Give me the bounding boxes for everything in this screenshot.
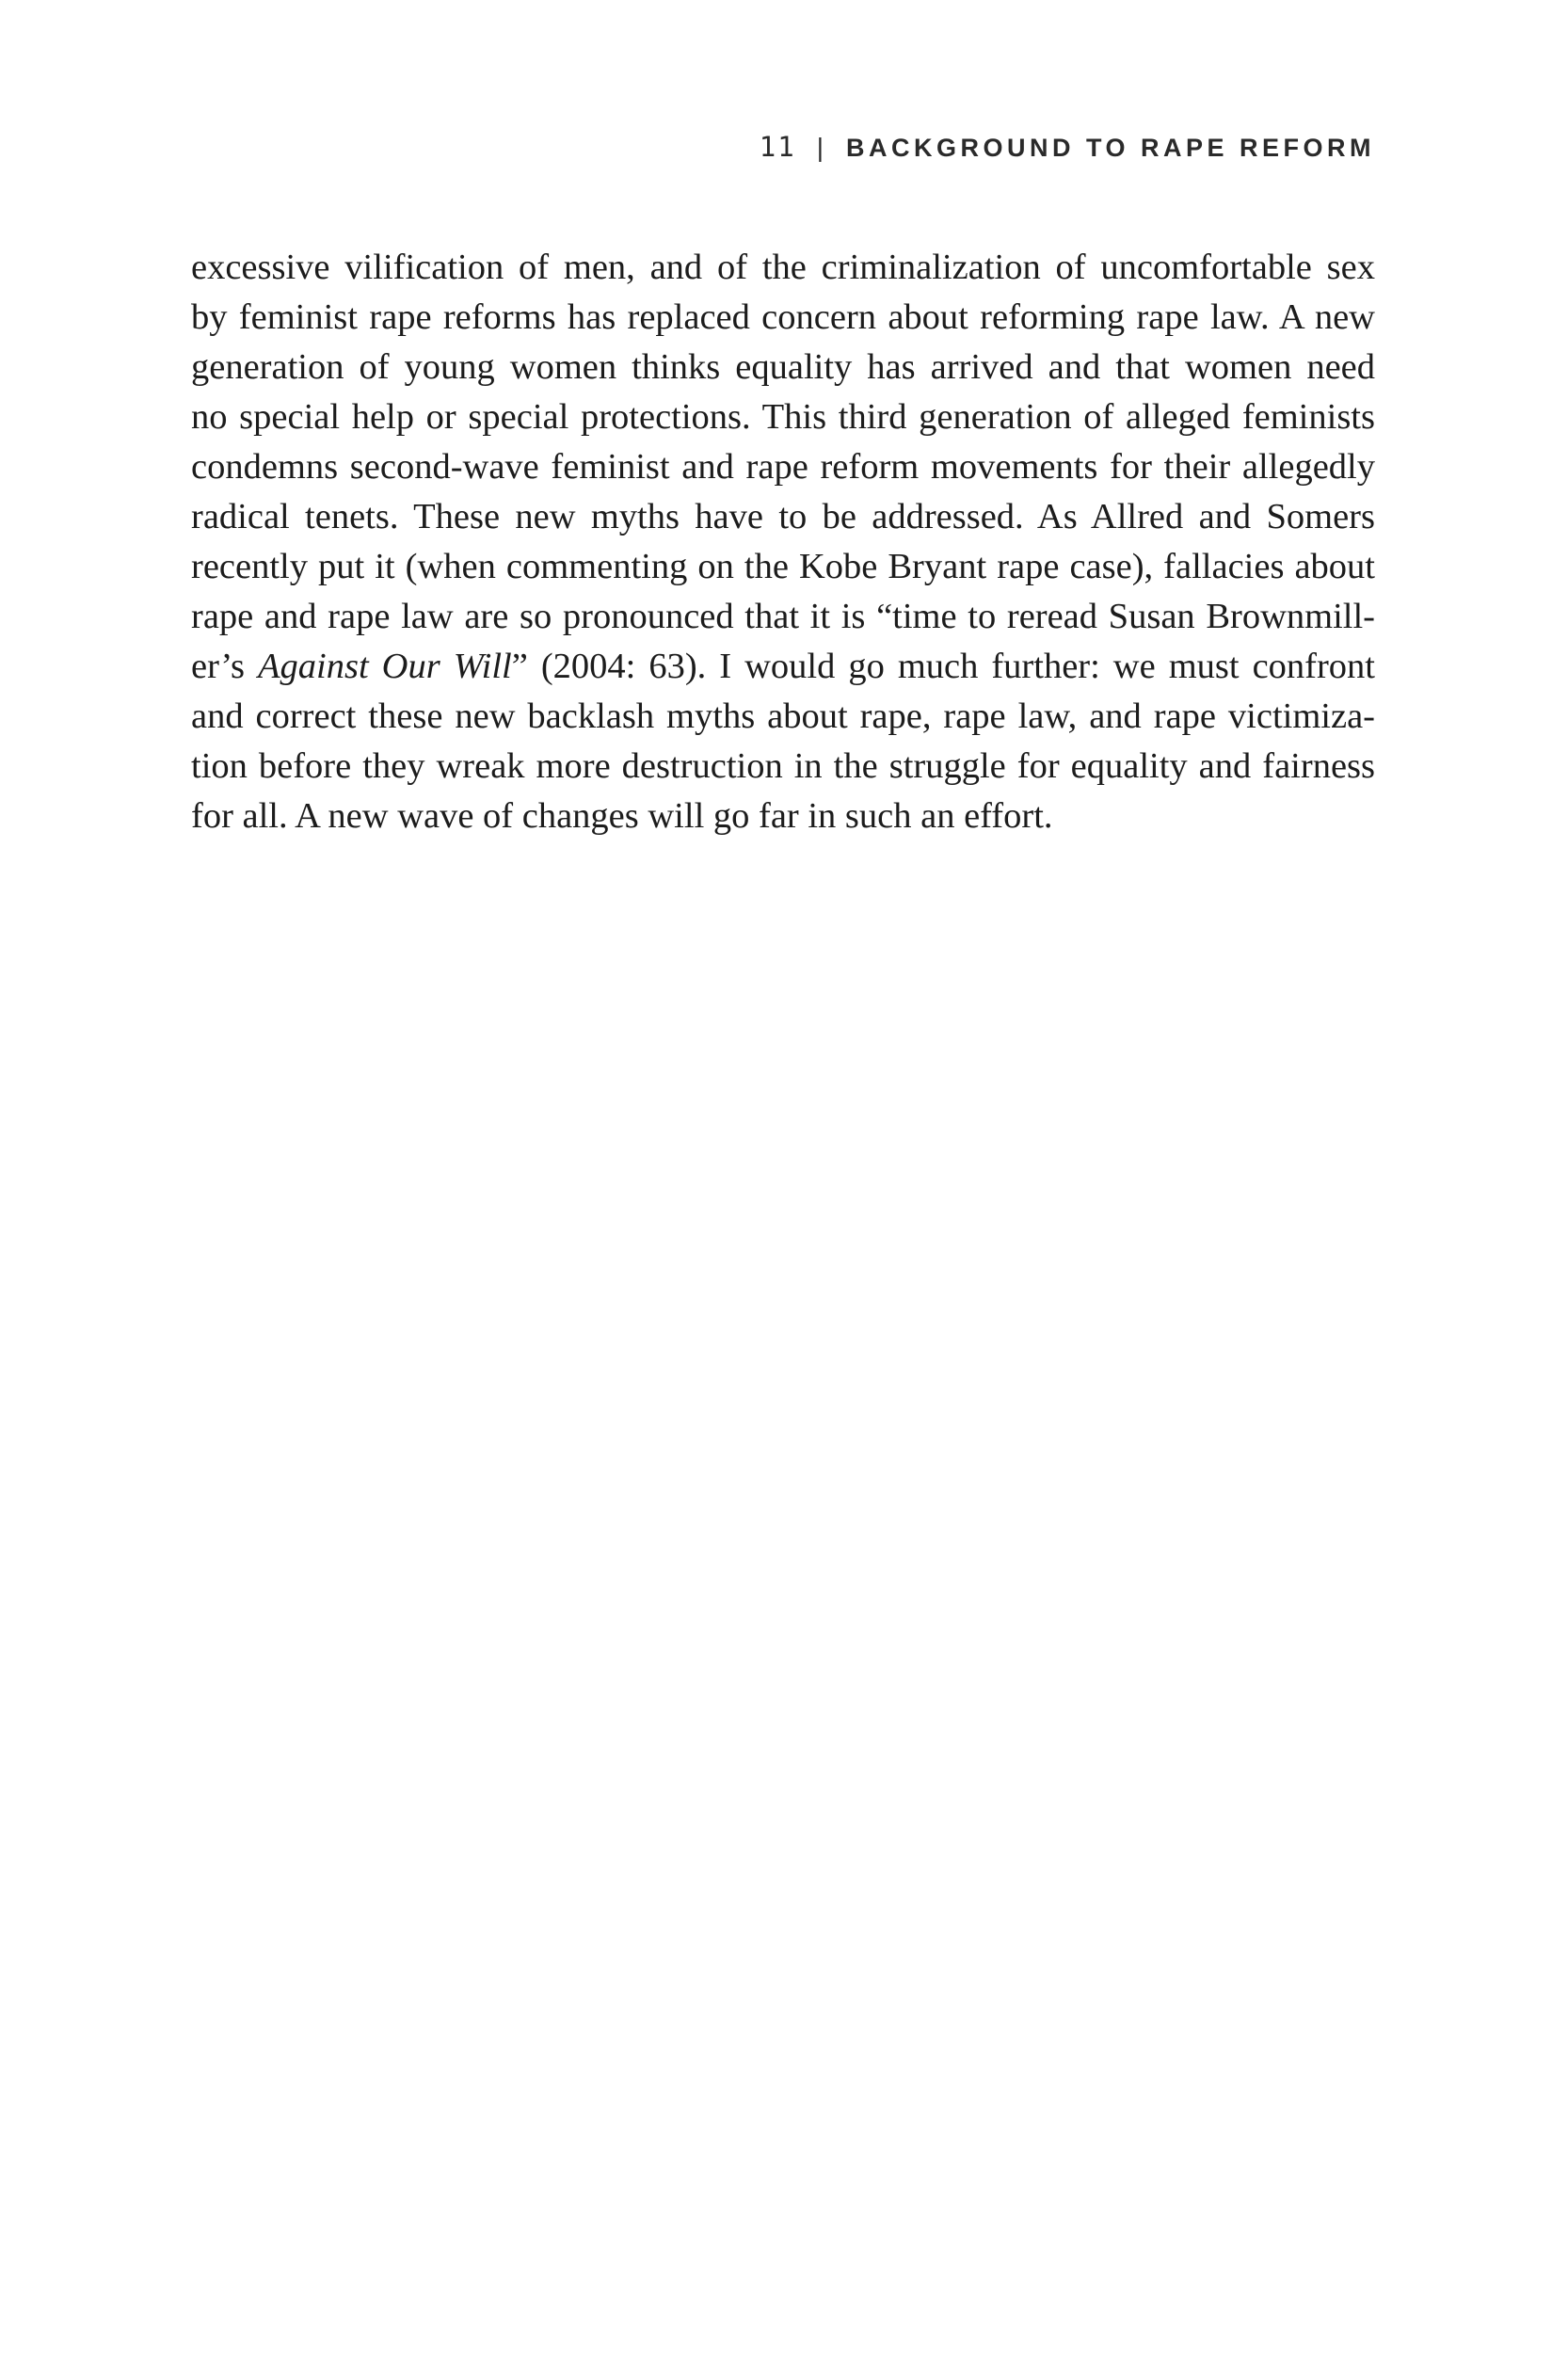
text-segment: er’s xyxy=(191,647,259,686)
text-line-with-book-title xyxy=(191,642,1375,692)
text-line: excessive vilification of men, and of the criminalization of uncomfortable sex xyxy=(191,248,1375,287)
page-number: 11 xyxy=(759,131,796,163)
text-line: radical tenets. These new myths have to be addressed. As Allred and Somers xyxy=(191,497,1375,536)
text-line: and correct these new backlash myths about rape, rape law, and rape victimiza- xyxy=(191,696,1375,736)
text-line: condemns second-wave feminist and rape reform movements for their allegedly xyxy=(191,447,1375,487)
text-line: tion before they wreak more destruction in the struggle for equality and fairness xyxy=(191,746,1375,786)
book-title-italic: Against Our Will xyxy=(258,647,512,686)
text-line: recently put it (when commenting on the Kobe Bryant rape case), fallacies about xyxy=(191,547,1375,586)
text-line: by feminist rape reforms has replaced concern about reforming rape law. A new xyxy=(191,297,1375,337)
chapter-title: BACKGROUND TO RAPE REFORM xyxy=(845,134,1375,162)
running-head xyxy=(760,130,1375,165)
text-line: generation of young women thinks equality has arrived and that women need xyxy=(191,347,1375,387)
text-line: rape and rape law are so pronounced that it is “time to reread Susan Brownmill- xyxy=(191,597,1375,636)
text-line-last: for all. A new wave of changes will go far in such an effort. xyxy=(191,796,1053,836)
body-paragraph xyxy=(191,243,1375,841)
text-segment: ” (2004: 63). I would go much further: we must confront xyxy=(511,647,1375,686)
header-separator: | xyxy=(816,133,824,162)
text-line: no special help or special protections. This third generation of alleged feminists xyxy=(191,397,1375,437)
